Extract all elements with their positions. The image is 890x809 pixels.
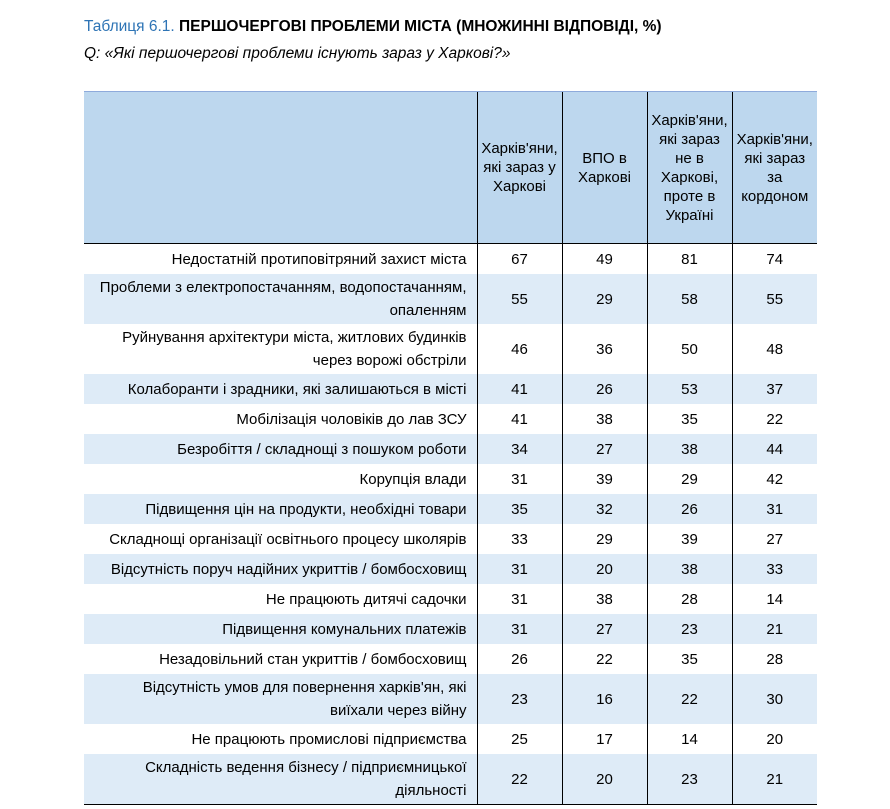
value-cell: 42	[732, 464, 817, 494]
value-cell: 67	[477, 244, 562, 275]
value-cell: 23	[647, 614, 732, 644]
value-cell: 74	[732, 244, 817, 275]
problem-label: Мобілізація чоловіків до лав ЗСУ	[236, 410, 467, 428]
value-cell: 29	[562, 274, 647, 324]
header-residents-ukraine: Харків'яни, які зараз не в Харкові, проте в Україні	[647, 92, 732, 244]
value-cell: 14	[732, 584, 817, 614]
table-row	[84, 754, 817, 805]
table-row	[84, 494, 817, 524]
table-row	[84, 644, 817, 674]
value-cell: 27	[732, 524, 817, 554]
problem-label: Корупція влади	[359, 470, 467, 488]
header-residents-abroad: Харків'яни, які зараз за кордоном	[732, 92, 817, 244]
problem-label: Відсутність поруч надійних укриттів / бомбосховищ	[84, 554, 477, 584]
value-cell: 31	[477, 614, 562, 644]
problem-label: Руйнування архітектури міста, житлових будинків через ворожі обстріли	[122, 329, 467, 369]
value-cell: 33	[732, 554, 817, 584]
value-cell: 36	[562, 324, 647, 374]
value-cell: 28	[647, 584, 732, 614]
value-cell: 21	[732, 754, 817, 805]
problem-label: Не працюють дитячі садочки	[265, 590, 467, 608]
value-cell: 20	[562, 554, 647, 584]
problem-label: Складність ведення бізнесу / підприємницької діяльності	[84, 754, 477, 805]
value-cell: 53	[647, 374, 732, 404]
value-cell: 32	[562, 494, 647, 524]
value-cell: 31	[732, 494, 817, 524]
problem-label: Складнощі організації освітнього процесу школярів	[109, 530, 467, 548]
value-cell: 28	[732, 644, 817, 674]
problem-label: Проблеми з електропостачанням, водопостачанням, опаленням	[84, 274, 477, 324]
value-cell: 22	[477, 754, 562, 805]
value-cell: 35	[647, 404, 732, 434]
value-cell: 29	[562, 524, 647, 554]
value-cell: 38	[562, 404, 647, 434]
value-cell: 33	[477, 524, 562, 554]
value-cell: 29	[647, 464, 732, 494]
value-cell: 17	[562, 724, 647, 754]
value-cell: 55	[732, 274, 817, 324]
problem-label: Не працюють промислові підприємства	[191, 730, 467, 748]
problem-label: Колаборанти і зрадники, які залишаються в місті	[84, 374, 477, 404]
value-cell: 48	[732, 324, 817, 374]
table-row	[84, 524, 817, 554]
value-cell: 38	[647, 434, 732, 464]
value-cell: 50	[647, 324, 732, 374]
value-cell: 37	[732, 374, 817, 404]
value-cell: 20	[732, 724, 817, 754]
value-cell: 23	[647, 754, 732, 805]
value-cell: 39	[647, 524, 732, 554]
value-cell: 34	[477, 434, 562, 464]
value-cell: 21	[732, 614, 817, 644]
problem-label: Безробіття / складнощі з пошуком роботи	[84, 434, 477, 464]
table-caption	[84, 17, 662, 37]
value-cell: 22	[647, 674, 732, 724]
value-cell: 49	[562, 244, 647, 275]
table-row	[84, 614, 817, 644]
header-idp-kharkiv: ВПО в Харкові	[562, 92, 647, 244]
value-cell: 26	[477, 644, 562, 674]
value-cell: 35	[477, 494, 562, 524]
value-cell: 41	[477, 374, 562, 404]
header-empty	[84, 92, 477, 244]
value-cell: 16	[562, 674, 647, 724]
value-cell: 35	[647, 644, 732, 674]
table-row	[84, 244, 817, 275]
value-cell: 58	[647, 274, 732, 324]
value-cell: 20	[562, 754, 647, 805]
value-cell: 27	[562, 434, 647, 464]
table-row	[84, 274, 817, 324]
problems-table	[84, 91, 817, 805]
value-cell: 46	[477, 324, 562, 374]
table-title: ПЕРШОЧЕРГОВІ ПРОБЛЕМИ МІСТА (МНОЖИННІ ВІДПОВІДІ, %)	[179, 18, 662, 35]
table-number: Таблиця 6.1.	[84, 18, 175, 35]
header-row	[84, 92, 817, 244]
value-cell: 41	[477, 404, 562, 434]
table-row	[84, 724, 817, 754]
value-cell: 22	[562, 644, 647, 674]
problem-label: Підвищення комунальних платежів	[84, 614, 477, 644]
problem-label: Підвищення цін на продукти, необхідні товари	[84, 494, 477, 524]
table-row	[84, 464, 817, 494]
table-row	[84, 404, 817, 434]
value-cell: 26	[562, 374, 647, 404]
value-cell: 27	[562, 614, 647, 644]
value-cell: 44	[732, 434, 817, 464]
value-cell: 39	[562, 464, 647, 494]
table-row	[84, 324, 817, 374]
problem-label: Відсутність умов для повернення харків'ян, які виїхали через війну	[84, 674, 477, 724]
value-cell: 31	[477, 554, 562, 584]
value-cell: 25	[477, 724, 562, 754]
table-row	[84, 584, 817, 614]
value-cell: 23	[477, 674, 562, 724]
table-row	[84, 374, 817, 404]
value-cell: 38	[647, 554, 732, 584]
value-cell: 26	[647, 494, 732, 524]
problem-label: Незадовільний стан укриттів / бомбосховищ	[159, 650, 467, 668]
survey-question: Q: «Які першочергові проблеми існують зараз у Харкові?»	[84, 45, 511, 62]
table-row	[84, 434, 817, 464]
value-cell: 22	[732, 404, 817, 434]
value-cell: 38	[562, 584, 647, 614]
value-cell: 31	[477, 464, 562, 494]
problem-label: Недостатній протиповітряний захист міста	[171, 250, 467, 268]
table-row	[84, 554, 817, 584]
value-cell: 31	[477, 584, 562, 614]
value-cell: 14	[647, 724, 732, 754]
header-kharkiv-residents: Харків'яни, які зараз у Харкові	[477, 92, 562, 244]
value-cell: 81	[647, 244, 732, 275]
table-row	[84, 674, 817, 724]
value-cell: 30	[732, 674, 817, 724]
value-cell: 55	[477, 274, 562, 324]
